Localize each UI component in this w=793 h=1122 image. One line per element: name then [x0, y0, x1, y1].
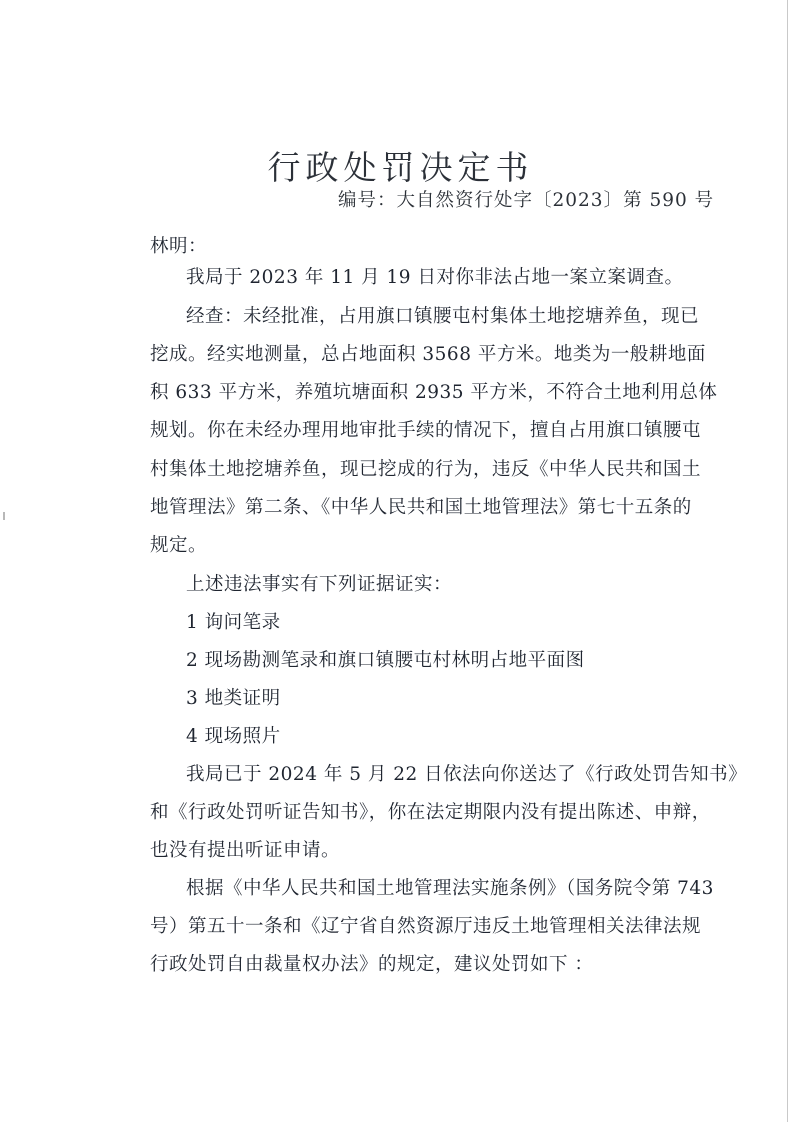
body-line: 我局于 2023 年 11 月 19 日对你非法占地一案立案调查。 — [186, 267, 684, 288]
body-line: 地管理法》第二条、《中华人民共和国土地管理法》第七十五条的 — [150, 497, 692, 518]
scan-speck — [3, 512, 5, 520]
body-line: 和《行政处罚听证告知书》，你在法定期限内没有提出陈述、申辩， — [150, 802, 711, 823]
evidence-item: 2 现场勘测笔录和旗口镇腰屯村林明占地平面图 — [186, 650, 585, 671]
document-number: 编号：大自然资行处字〔2023〕第 590 号 — [338, 190, 715, 211]
body-line: 规划。你在未经办理用地审批手续的情况下，擅自占用旗口镇腰屯 — [150, 420, 702, 441]
evidence-item: 1 询问笔录 — [186, 612, 281, 633]
body-line: 号）第五十一条和《辽宁省自然资源厅违反土地管理相关法律法规 — [150, 916, 702, 937]
evidence-item: 3 地类证明 — [186, 688, 281, 709]
body-line: 积 633 平方米，养殖坑塘面积 2935 平方米，不符合土地利用总体 — [150, 382, 718, 403]
body-line: 根据《中华人民共和国土地管理法实施条例》（国务院令第 743 — [186, 878, 714, 899]
body-line: 行政处罚自由裁量权办法》的规定，建议处罚如下 ： — [150, 954, 594, 975]
body-line: 经查：未经批准，占用旗口镇腰屯村集体土地挖塘养鱼，现已 — [186, 306, 700, 327]
addressee: 林明： — [150, 236, 208, 257]
body-line: 也没有提出听证申请。 — [150, 840, 341, 861]
evidence-item: 4 现场照片 — [186, 726, 281, 747]
body-line: 村集体土地挖塘养鱼，现已挖成的行为，违反《中华人民共和国土 — [150, 459, 702, 480]
evidence-heading: 上述违法事实有下列证据证实： — [186, 574, 453, 595]
document-title: 行政处罚决定书 — [267, 148, 534, 187]
body-line: 我局已于 2024 年 5 月 22 日依法向你送达了《行政处罚告知书》 — [186, 764, 748, 785]
body-line: 挖成。经实地测量，总占地面积 3568 平方米。地类为一般耕地面 — [150, 344, 706, 365]
body-line: 规定。 — [150, 535, 208, 556]
